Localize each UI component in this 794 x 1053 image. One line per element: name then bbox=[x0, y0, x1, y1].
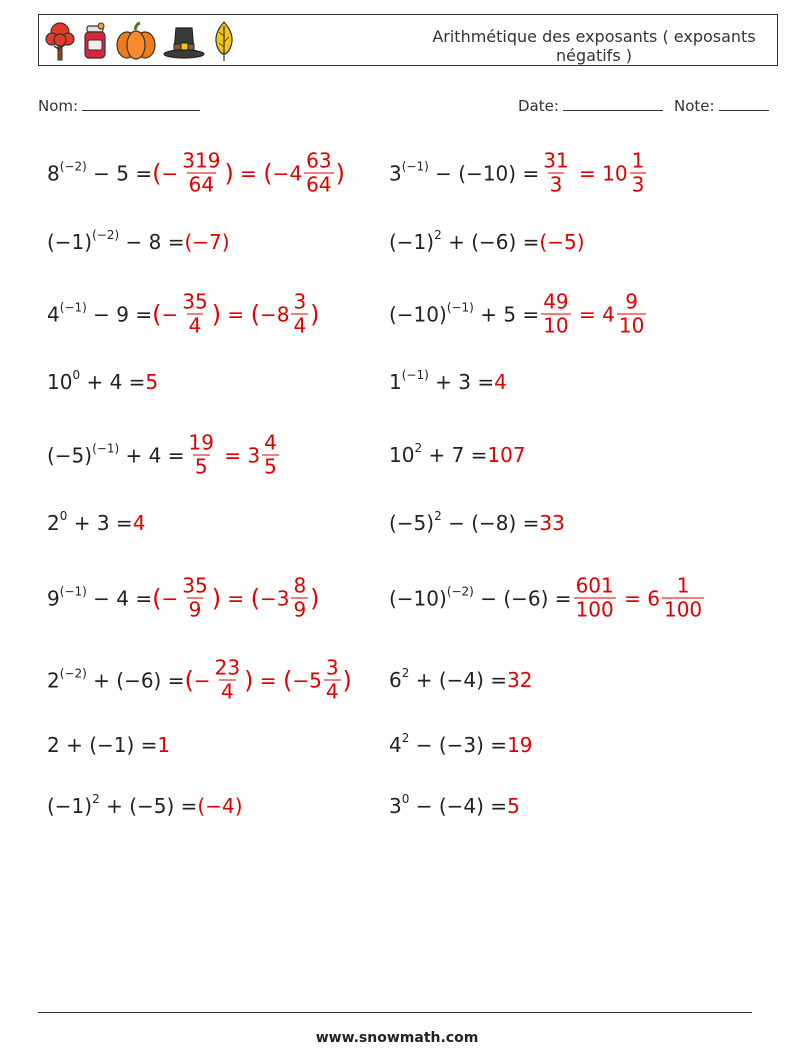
problem-expression bbox=[47, 794, 197, 818]
problem-base: 1 bbox=[389, 370, 402, 394]
paren-open: ( bbox=[250, 300, 260, 328]
fraction-numerator: 35 bbox=[182, 289, 208, 314]
problem-expression bbox=[47, 733, 157, 757]
minus-sign: − bbox=[193, 668, 211, 692]
problem-exponent: 0 bbox=[72, 368, 81, 383]
fraction bbox=[291, 291, 308, 338]
problem-exponent: (−1) bbox=[401, 368, 429, 383]
fraction-numerator: 8 bbox=[293, 573, 307, 598]
problem-exponent: (−1) bbox=[401, 159, 429, 174]
problem-base: 3 bbox=[389, 794, 402, 818]
problem-rest: = bbox=[134, 733, 158, 757]
name-label: Nom: bbox=[38, 97, 79, 115]
problem-rest: + 3 = bbox=[428, 370, 495, 394]
problem-expression bbox=[47, 586, 152, 610]
answer: 4 bbox=[494, 370, 507, 394]
answer: (−5) bbox=[539, 230, 585, 254]
fraction-denominator: 3 bbox=[549, 172, 563, 197]
paren-open: ( bbox=[152, 584, 162, 612]
fraction bbox=[617, 291, 646, 338]
date-label: Date: bbox=[518, 97, 559, 115]
problem-item bbox=[47, 150, 345, 197]
problem-rest: + (−5) = bbox=[99, 794, 198, 818]
answer bbox=[152, 150, 345, 197]
fraction-denominator: 4 bbox=[188, 313, 202, 338]
fraction-denominator: 5 bbox=[264, 454, 277, 479]
problem-rest: + (−6) = bbox=[86, 668, 185, 692]
equals-sign: = bbox=[253, 668, 283, 692]
mixed-whole: 4 bbox=[289, 161, 303, 185]
fraction-denominator: 64 bbox=[188, 172, 215, 197]
problem-base: (−1) bbox=[47, 230, 93, 254]
problem-item bbox=[47, 432, 281, 479]
fraction-numerator: 9 bbox=[625, 289, 638, 314]
paren-open: ( bbox=[184, 666, 194, 694]
problem-expression bbox=[47, 230, 184, 254]
minus-sign: − bbox=[161, 161, 179, 185]
worksheet-header bbox=[38, 14, 778, 66]
answer: 5 bbox=[145, 370, 159, 394]
paren-open: ( bbox=[282, 666, 293, 694]
grade-field bbox=[674, 96, 769, 115]
paren-open: ( bbox=[152, 300, 162, 328]
problem-rest: − (−6) = bbox=[473, 586, 572, 610]
problem-item bbox=[47, 370, 158, 394]
mixed-number bbox=[292, 657, 342, 704]
paren-close: ) bbox=[224, 159, 234, 187]
paren-close: ) bbox=[335, 159, 345, 187]
problem-expression bbox=[47, 511, 133, 535]
paren-close: ) bbox=[244, 666, 254, 694]
problem-rest: + 4 = bbox=[119, 443, 185, 467]
mixed-number bbox=[273, 150, 336, 197]
fraction-denominator: 4 bbox=[325, 679, 339, 704]
problem-exponent: 2 bbox=[401, 666, 410, 681]
fraction-numerator: 49 bbox=[543, 289, 569, 314]
problem-expression bbox=[389, 443, 487, 467]
problem-exponent: (−2) bbox=[446, 584, 474, 599]
equals-sign: = bbox=[572, 302, 603, 326]
footer-rule bbox=[38, 1012, 752, 1013]
problem-item bbox=[389, 794, 520, 818]
problem-item bbox=[47, 575, 320, 622]
problem-exponent: (−2) bbox=[92, 228, 120, 243]
problem-base: 4 bbox=[389, 733, 402, 757]
problem-expression bbox=[389, 161, 539, 185]
problem-item bbox=[47, 733, 170, 757]
problem-exponent: (−1) bbox=[92, 441, 120, 456]
problem-base: (−10) bbox=[389, 302, 447, 326]
problem-rest: − 4 = bbox=[86, 586, 153, 610]
problem-exponent: 2 bbox=[434, 228, 442, 243]
problem-exponent: 2 bbox=[414, 441, 423, 456]
problem-rest: − (−8) = bbox=[441, 511, 540, 535]
fraction-numerator: 3 bbox=[293, 289, 307, 314]
paren-close: ) bbox=[211, 300, 222, 328]
problem-rest: − 5 = bbox=[86, 161, 153, 185]
problem-base: 2 + (−1) bbox=[47, 733, 135, 757]
problem-base: 6 bbox=[389, 668, 402, 692]
fraction bbox=[662, 575, 704, 622]
answer bbox=[152, 575, 319, 622]
problem-rest: + 4 = bbox=[80, 370, 146, 394]
answer: 19 bbox=[507, 733, 533, 757]
problem-exponent: (−1) bbox=[59, 584, 87, 599]
fraction bbox=[304, 150, 333, 197]
problem-base: 3 bbox=[389, 161, 402, 185]
problem-rest: + 7 = bbox=[422, 443, 488, 467]
mixed-whole: 3 bbox=[276, 586, 290, 610]
answer: 5 bbox=[507, 794, 520, 818]
problem-expression bbox=[47, 302, 152, 326]
answer bbox=[572, 575, 707, 622]
fraction-numerator: 601 bbox=[575, 573, 614, 598]
equals-sign: = bbox=[221, 586, 251, 610]
grade-blank[interactable] bbox=[719, 96, 769, 111]
problem-exponent: (−1) bbox=[446, 300, 474, 315]
paren-close: ) bbox=[342, 666, 352, 694]
problem-expression bbox=[389, 668, 507, 692]
problem-base: 9 bbox=[47, 586, 60, 610]
fraction bbox=[180, 575, 209, 622]
header-icons bbox=[45, 19, 237, 63]
fraction bbox=[541, 150, 570, 197]
answer: 107 bbox=[487, 443, 526, 467]
footer-url: www.snowmath.com bbox=[315, 1030, 479, 1046]
mixed-whole: 5 bbox=[309, 668, 322, 692]
answer: 32 bbox=[507, 668, 533, 692]
minus-sign: − bbox=[161, 302, 179, 326]
problem-rest: − 9 = bbox=[86, 302, 153, 326]
problem-item bbox=[47, 230, 230, 254]
pumpkin-icon bbox=[115, 20, 157, 62]
problem-base: (−1) bbox=[389, 230, 435, 254]
tree-icon bbox=[45, 20, 75, 62]
mixed-number bbox=[602, 291, 648, 338]
equals-sign: = bbox=[217, 443, 248, 467]
fraction-numerator: 3 bbox=[325, 655, 339, 680]
fraction-numerator: 31 bbox=[543, 148, 569, 173]
fraction-denominator: 100 bbox=[575, 597, 614, 622]
problem-expression bbox=[389, 302, 539, 326]
problem-rest: − (−10) = bbox=[428, 161, 540, 185]
fraction-numerator: 19 bbox=[188, 430, 214, 455]
paren-open: ( bbox=[263, 159, 273, 187]
mixed-whole: 6 bbox=[647, 586, 660, 610]
problem-exponent: 2 bbox=[92, 792, 100, 807]
fraction-denominator: 10 bbox=[618, 313, 645, 338]
name-blank[interactable] bbox=[82, 96, 200, 111]
fraction-numerator: 319 bbox=[182, 148, 221, 173]
problem-base: (−5) bbox=[47, 443, 93, 467]
answer bbox=[152, 291, 319, 338]
problem-item bbox=[47, 511, 145, 535]
paren-close: ) bbox=[310, 584, 320, 612]
mixed-number bbox=[260, 575, 310, 622]
fraction-denominator: 10 bbox=[543, 313, 569, 338]
mixed-number bbox=[260, 291, 310, 338]
problem-rest: − 8 = bbox=[119, 230, 185, 254]
answer bbox=[539, 291, 648, 338]
equals-sign: = bbox=[221, 302, 251, 326]
problem-expression bbox=[389, 230, 539, 254]
problem-exponent: 0 bbox=[401, 792, 410, 807]
problem-base: (−1) bbox=[47, 794, 93, 818]
fraction-denominator: 64 bbox=[306, 172, 332, 197]
fraction bbox=[180, 291, 209, 338]
problem-expression bbox=[389, 370, 494, 394]
date-field bbox=[518, 96, 663, 115]
equals-sign: = bbox=[572, 161, 603, 185]
fraction bbox=[186, 432, 215, 479]
grade-label: Note: bbox=[674, 97, 715, 115]
minus-sign: − bbox=[259, 302, 277, 326]
problem-base: 4 bbox=[47, 302, 60, 326]
pilgrim-hat-icon bbox=[163, 20, 205, 62]
problem-rest: − (−3) = bbox=[409, 733, 508, 757]
problem-item bbox=[389, 291, 648, 338]
worksheet-title: Arithmétique des exposants ( exposants négatifs ) bbox=[432, 27, 756, 65]
problem-item bbox=[389, 230, 585, 254]
minus-sign: − bbox=[272, 161, 290, 185]
problem-item bbox=[389, 575, 706, 622]
problem-rest: + 5 = bbox=[473, 302, 540, 326]
mixed-number bbox=[247, 432, 280, 479]
paren-close: ) bbox=[310, 300, 320, 328]
fraction-denominator: 100 bbox=[663, 597, 703, 622]
answer: (−4) bbox=[197, 794, 243, 818]
fraction-numerator: 1 bbox=[631, 148, 645, 173]
fraction-numerator: 23 bbox=[214, 655, 241, 680]
fraction bbox=[213, 657, 242, 704]
problem-item bbox=[47, 291, 320, 338]
problem-item bbox=[389, 150, 648, 197]
fraction bbox=[291, 575, 308, 622]
problem-rest: + (−6) = bbox=[441, 230, 540, 254]
paren-open: ( bbox=[250, 584, 260, 612]
problem-base: (−5) bbox=[389, 511, 435, 535]
problem-expression bbox=[47, 443, 184, 467]
fraction bbox=[324, 657, 341, 704]
problem-base: 2 bbox=[47, 668, 60, 692]
date-blank[interactable] bbox=[563, 96, 663, 111]
problem-exponent: (−1) bbox=[59, 300, 87, 315]
problem-item bbox=[47, 794, 243, 818]
jam-jar-icon bbox=[81, 20, 109, 62]
problem-item bbox=[389, 668, 533, 692]
equals-sign: = bbox=[617, 586, 648, 610]
problem-rest: − (−4) = bbox=[409, 794, 508, 818]
fraction-numerator: 4 bbox=[264, 430, 277, 455]
mixed-whole: 3 bbox=[247, 443, 261, 467]
fraction-numerator: 1 bbox=[676, 573, 690, 598]
problem-expression bbox=[389, 794, 507, 818]
mixed-whole: 10 bbox=[602, 161, 628, 185]
answer bbox=[184, 432, 280, 479]
problem-base: 2 bbox=[47, 511, 60, 535]
fraction-denominator: 9 bbox=[293, 597, 307, 622]
problem-item bbox=[389, 511, 565, 535]
fraction-denominator: 3 bbox=[631, 172, 645, 197]
problem-base: 10 bbox=[47, 370, 73, 394]
problem-expression bbox=[47, 668, 184, 692]
fraction bbox=[541, 291, 570, 338]
leaf-icon bbox=[211, 20, 237, 62]
fraction-denominator: 4 bbox=[293, 313, 307, 338]
name-field bbox=[38, 96, 200, 115]
problem-expression bbox=[47, 161, 152, 185]
problem-item bbox=[389, 733, 533, 757]
equals-sign: = bbox=[233, 161, 264, 185]
problem-expression bbox=[389, 511, 539, 535]
problem-exponent: (−2) bbox=[59, 159, 87, 174]
fraction bbox=[630, 150, 647, 197]
problem-exponent: 2 bbox=[401, 731, 410, 746]
problem-expression bbox=[389, 733, 507, 757]
mixed-whole: 8 bbox=[276, 302, 290, 326]
answer: 33 bbox=[539, 511, 565, 535]
mixed-number bbox=[602, 150, 648, 197]
answer bbox=[539, 150, 648, 197]
problem-exponent: (−2) bbox=[59, 666, 87, 681]
problem-item bbox=[389, 370, 507, 394]
minus-sign: − bbox=[292, 668, 310, 692]
problem-expression bbox=[389, 586, 572, 610]
problem-rest: + 3 = bbox=[67, 511, 133, 535]
answer: 4 bbox=[132, 511, 146, 535]
fraction-denominator: 9 bbox=[188, 597, 202, 622]
minus-sign: − bbox=[161, 586, 179, 610]
paren-close: ) bbox=[211, 584, 222, 612]
answer: 1 bbox=[157, 733, 171, 757]
minus-sign: − bbox=[259, 586, 277, 610]
problem-exponent: 2 bbox=[434, 509, 442, 524]
answer bbox=[184, 657, 351, 704]
problem-base: (−10) bbox=[389, 586, 447, 610]
fraction bbox=[262, 432, 279, 479]
fraction bbox=[180, 150, 222, 197]
problem-base: 10 bbox=[389, 443, 415, 467]
mixed-number bbox=[647, 575, 706, 622]
answer: (−7) bbox=[184, 230, 230, 254]
fraction-numerator: 35 bbox=[182, 573, 208, 598]
problem-item bbox=[47, 657, 352, 704]
fraction-denominator: 4 bbox=[220, 679, 234, 704]
problem-rest: + (−4) = bbox=[409, 668, 508, 692]
problem-exponent: 0 bbox=[59, 509, 68, 524]
fraction bbox=[574, 575, 616, 622]
problem-item bbox=[389, 443, 526, 467]
fraction-denominator: 5 bbox=[194, 454, 208, 479]
fraction-numerator: 63 bbox=[306, 148, 332, 173]
paren-open: ( bbox=[152, 159, 162, 187]
problem-expression bbox=[47, 370, 145, 394]
mixed-whole: 4 bbox=[602, 302, 615, 326]
problem-base: 8 bbox=[47, 161, 60, 185]
